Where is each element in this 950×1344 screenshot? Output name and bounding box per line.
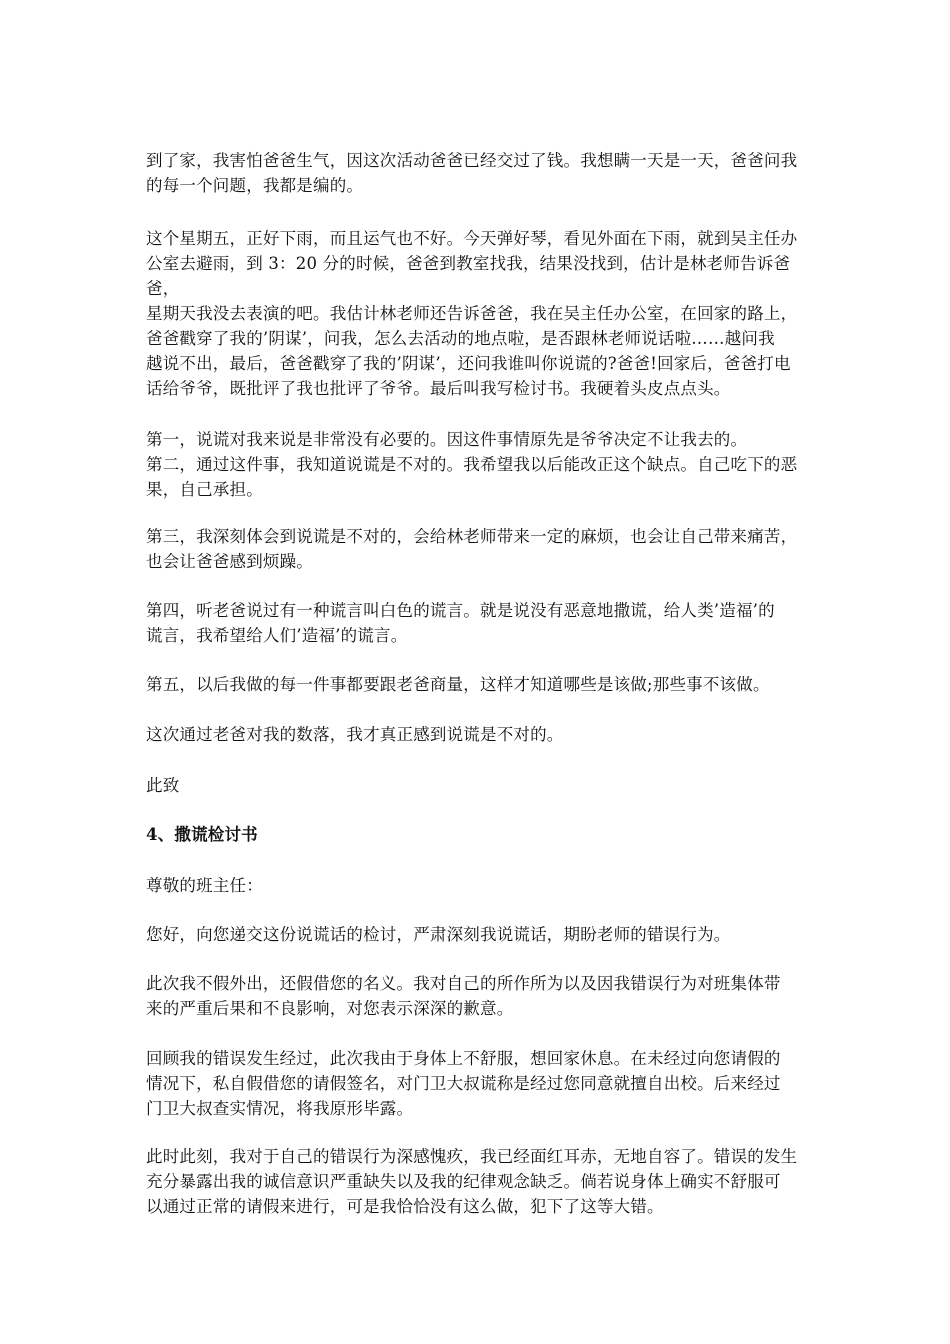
paragraph-6: 第四，听老爸说过有一种谎言叫白色的谎言。就是说没有恶意地撒谎，给人类’造福’的 谎言，我希望给人们’造福’的谎言。 (146, 601, 775, 645)
paragraph-4: 第二，通过这件事，我知道说谎是不对的。我希望我以后能改正这个缺点。自己吃下的恶 果，自己承担。 (146, 455, 798, 499)
paragraph-2: 这个星期五，正好下雨，而且运气也不好。今天弹好琴，看见外面在下雨，就到吴主任办 公室去避雨，到 3：20 分的时候，爸爸到教室找我，结果没找到，估计是林老师告诉爸爸， 星期天我没去表演的吧。我估计林老师还告诉爸爸，我在吴主任办公室，在回家的路上， 爸爸戳穿了我的’阴谋’，问我，怎么去活动的地点啦，是否跟林老师说话啦……越问我 越说不出，最后，爸爸戳穿了我的’阴谋’，还问我谁叫你说谎的?爸爸!回家后，爸爸打电 话给爷爷，既批评了我也批评了爷爷。最后叫我写检讨书。我硬着头皮点点头。 (146, 229, 798, 398)
paragraph-1: 到了家，我害怕爸爸生气，因这次活动爸爸已经交过了钱。我想瞒一天是一天，爸爸问我 的每一个问题，我都是编的。 (146, 151, 798, 195)
paragraph-9: 此致 (146, 776, 180, 795)
paragraph-12: 您好，向您递交这份说谎话的检讨，严肃深刻我说谎话，期盼老师的错误行为。 (146, 925, 731, 944)
paragraph-15: 此时此刻，我对于自己的错误行为深感愧疚，我已经面红耳赤，无地自容了。错误的发生 充分暴露出我的诚信意识严重缺失以及我的纪律观念缺乏。倘若说身体上确实不舒服可 以通过正常的请假来进行，可是我恰恰没有这么做，犯下了这等大错。 (146, 1147, 798, 1216)
paragraph-8: 这次通过老爸对我的数落，我才真正感到说谎是不对的。 (146, 725, 564, 744)
paragraph-7: 第五，以后我做的每一件事都要跟老爸商量，这样才知道哪些是该做;那些事不该做。 (146, 675, 770, 694)
paragraph-5: 第三，我深刻体会到说谎是不对的，会给林老师带来一定的麻烦，也会让自己带来痛苦， 也会让爸爸感到烦躁。 (146, 527, 798, 571)
section-heading: 4、撒谎检讨书 (146, 825, 258, 844)
salutation: 尊敬的班主任： (146, 876, 263, 895)
paragraph-14: 回顾我的错误发生经过，此次我由于身体上不舒服，想回家休息。在未经过向您请假的 情况下，私自假借您的请假签名，对门卫大叔谎称是经过您同意就擅自出校。后来经过 门卫大叔查实情况，将我原形毕露。 (146, 1049, 781, 1118)
paragraph-13: 此次我不假外出，还假借您的名义。我对自己的所作所为以及因我错误行为对班集体带 来的严重后果和不良影响，对您表示深深的歉意。 (146, 974, 781, 1018)
paragraph-3: 第一，说谎对我来说是非常没有必要的。因这件事情原先是爷爷决定不让我去的。 (146, 430, 748, 449)
